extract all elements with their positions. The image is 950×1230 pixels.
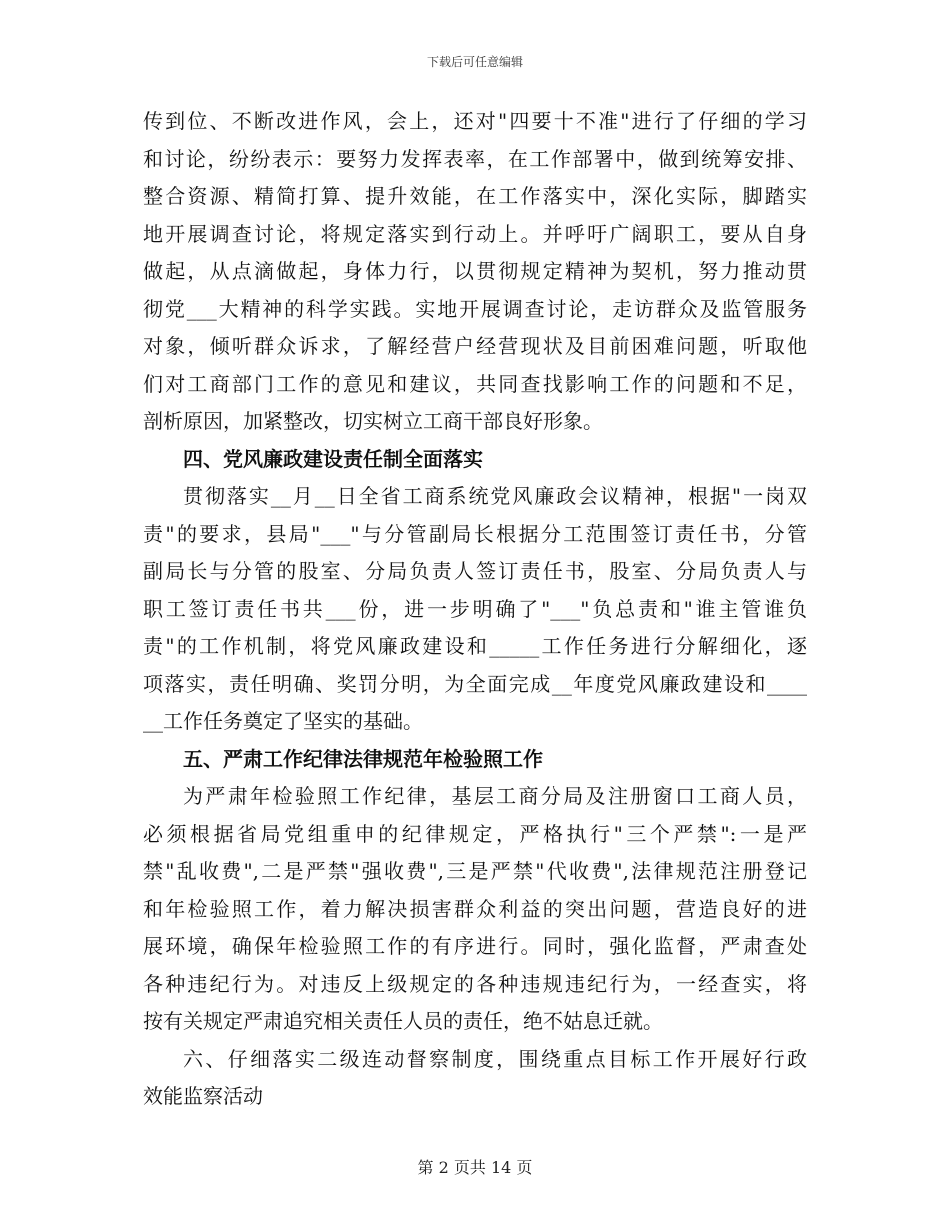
- text-line: 各种违纪行为。对违反上级规定的各种违规违纪行为，一经查实，将: [143, 971, 807, 996]
- text-line: 禁"乱收费",二是严禁"强收费",三是严禁"代收费",法律规范注册登记: [143, 859, 807, 883]
- section-five: [143, 741, 807, 1041]
- text-line: 副局长与分管的股室、分局负责人签订责任书，股室、分局负责人与: [143, 559, 807, 583]
- text-line: 责"的工作机制，将党风廉政建设和_____工作任务进行分解细化，逐: [143, 634, 807, 658]
- page-header: 下载后可任意编辑: [426, 55, 523, 69]
- text-line: 地开展调查讨论，将规定落实到行动上。并呼吁广阔职工，要从自身: [143, 221, 807, 246]
- text-line: 职工签订责任书共___份，进一步明确了"___"负总责和"谁主管谁负: [143, 596, 807, 621]
- page-footer: 第 2 页共 14 页: [417, 1158, 533, 1177]
- text-line: 传到位、不断改进作风，会上，还对"四要十不准"进行了仔细的学习: [143, 109, 807, 133]
- text-line: 们对工商部门工作的意见和建议，共同查找影响工作的问题和不足，: [143, 371, 807, 396]
- text-line: 按有关规定严肃追究相关责任人员的责任，绝不姑息迁就。: [143, 1009, 663, 1033]
- text-line: 剖析原因，加紧整改，切实树立工商干部良好形象。: [143, 409, 603, 433]
- text-line: 六、仔细落实二级连动督察制度，围绕重点目标工作开展好行政: [183, 1046, 807, 1071]
- text-line: 对象，倾听群众诉求，了解经营户经营现状及目前困难问题，听取他: [143, 334, 807, 358]
- paragraph-continuation: [143, 103, 807, 441]
- text-line: 必须根据省局党组重申的纪律规定，严格执行"三个严禁":一是严: [143, 821, 807, 846]
- text-line: 和年检验照工作，着力解决损害群众利益的突出问题，营造良好的进: [143, 896, 807, 921]
- text-line: 项落实，责任明确、奖罚分明，为全面完成__年度党风廉政建设和____: [143, 671, 807, 696]
- text-line: 和讨论，纷纷表示：要努力发挥表率，在工作部署中，做到统筹安排、: [143, 146, 807, 171]
- text-line: 展环境，确保年检验照工作的有序进行。同时，强化监督，严肃查处: [143, 934, 807, 958]
- text-line: 为严肃年检验照工作纪律，基层工商分局及注册窗口工商人员，: [183, 784, 807, 808]
- section-heading: 五、严肃工作纪律法律规范年检验照工作: [183, 746, 543, 771]
- text-line: 效能监察活动: [143, 1084, 263, 1108]
- section-heading: 四、党风廉政建设责任制全面落实: [183, 446, 483, 471]
- document-body: [143, 103, 807, 1116]
- text-line: 整合资源、精简打算、提升效能，在工作落实中，深化实际，脚踏实: [143, 184, 807, 208]
- text-line: 贯彻落实__月__日全省工商系统党风廉政会议精神，根据"一岗双: [183, 484, 807, 508]
- text-line: 责"的要求，县局"___"与分管副局长根据分工范围签订责任书，分管: [143, 521, 807, 546]
- section-six: [143, 1041, 807, 1116]
- text-line: __工作任务奠定了坚实的基础。: [143, 709, 423, 733]
- section-four: [143, 441, 807, 741]
- text-line: 彻党___大精神的科学实践。实地开展调查讨论，走访群众及监管服务: [143, 296, 807, 321]
- text-line: 做起，从点滴做起，身体力行，以贯彻规定精神为契机，努力推动贯: [143, 259, 807, 283]
